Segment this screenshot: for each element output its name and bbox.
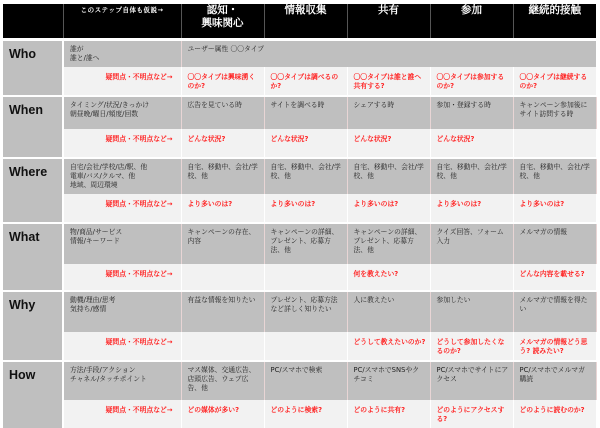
question-hint: 疑問点・不明点など→ (63, 194, 181, 222)
question-cell (264, 332, 347, 360)
question-cell: より多いのは? (430, 194, 513, 222)
row-when-content (3, 97, 596, 129)
question-cell: より多いのは? (347, 194, 430, 222)
row-desc (63, 97, 181, 129)
row-what-questions (3, 264, 596, 290)
question-hint: 疑問点・不明点など→ (63, 332, 181, 360)
header-row (3, 4, 596, 38)
content-cell: 自宅、移動中、会社/学校、他 (181, 159, 264, 194)
content-cell: 人に教えたい (347, 292, 430, 332)
question-cell (264, 264, 347, 290)
question-cell (430, 264, 513, 290)
content-cell: PC/スマホでサイトにアクセス (430, 362, 513, 400)
row-when-questions (3, 129, 596, 157)
content-cell: 自宅、移動中、会社/学校、他 (264, 159, 347, 194)
content-cell: シェアする時 (347, 97, 430, 129)
question-cell: どうして参加したくなるのか? (430, 332, 513, 360)
desc-line: チャネル/タッチポイント (70, 375, 147, 383)
question-cell: どうして教えたいのか? (347, 332, 430, 360)
row-label-what: What (3, 224, 63, 290)
header-step-participate: 参加 (430, 4, 513, 38)
question-cell: どんな内容を載せる? (513, 264, 596, 290)
content-cell: メルマガで情報を得たい (513, 292, 596, 332)
content-cell: サイトを調べる時 (264, 97, 347, 129)
question-cell: どんな状況? (347, 129, 430, 157)
question-cell: 〇〇タイプは興味湧くのか? (181, 67, 264, 95)
question-cell (181, 264, 264, 290)
row-who-content (3, 41, 596, 67)
desc-line: 動機/理由/思考 (70, 296, 116, 304)
desc-line: 方法/手段/アクション (70, 366, 136, 374)
question-cell: より多いのは? (264, 194, 347, 222)
question-cell: どのように検索? (264, 400, 347, 428)
merged-content-cell: ユーザー属性 〇〇タイプ (181, 41, 596, 67)
desc-line: 誰が (70, 45, 84, 53)
header-step-awareness (181, 4, 264, 38)
row-what-content (3, 224, 596, 264)
question-hint: 疑問点・不明点など→ (63, 400, 181, 428)
row-desc (63, 362, 181, 400)
content-cell: キャンペーンの存在、内容 (181, 224, 264, 264)
content-cell: PC/スマホで検索 (264, 362, 347, 400)
step-label-line2: 興味関心 (201, 17, 244, 29)
content-cell: キャンペーンの詳細、プレゼント、応募方法、他 (347, 224, 430, 264)
desc-line: 地域、周辺環境 (70, 181, 118, 189)
question-hint: 疑問点・不明点など→ (63, 67, 181, 95)
question-cell: どんな状況? (430, 129, 513, 157)
header-step-share: 共有 (347, 4, 430, 38)
row-where-questions (3, 194, 596, 222)
row-label-how: How (3, 362, 63, 428)
question-cell: 〇〇タイプは参加するのか? (430, 67, 513, 95)
row-desc (63, 224, 181, 264)
content-cell: 自宅、移動中、会社/学校、他 (347, 159, 430, 194)
content-cell: 参加・登録する時 (430, 97, 513, 129)
question-cell: どの媒体が多い? (181, 400, 264, 428)
question-cell: どのように読むのか? (513, 400, 596, 428)
row-label-who: Who (3, 41, 63, 95)
content-cell: マス媒体、交通広告、店頭広告、ウェブ広告、他 (181, 362, 264, 400)
content-cell: クイズ回答、フォーム入力 (430, 224, 513, 264)
desc-line: 朝昼晩/曜日/頻度/回数 (70, 110, 139, 118)
question-cell: どんな状況? (264, 129, 347, 157)
row-desc (63, 41, 181, 67)
content-cell: 広告を見ている時 (181, 97, 264, 129)
question-cell: 〇〇タイプは調べるのか? (264, 67, 347, 95)
content-cell: キャンペーン参加後にサイト訪問する時 (513, 97, 596, 129)
question-hint: 疑問点・不明点など→ (63, 129, 181, 157)
step-label-line1: 認知・ (206, 4, 239, 16)
question-cell: 何を教えたい? (347, 264, 430, 290)
row-where-content (3, 159, 596, 194)
header-corner (3, 4, 63, 38)
question-cell (513, 129, 596, 157)
desc-line: 物/商品/サービス (70, 228, 123, 236)
content-cell: 自宅、移動中、会社/学校、他 (430, 159, 513, 194)
row-label-where: Where (3, 159, 63, 222)
desc-line: 自宅/会社/学校/店/駅、他 (70, 163, 148, 171)
question-cell: 〇〇タイプは誰と誰へ共有する? (347, 67, 430, 95)
row-why-questions (3, 332, 596, 360)
header-hint: このステップ自体も仮説→ (63, 4, 181, 38)
content-cell: メルマガの情報 (513, 224, 596, 264)
content-cell: 自宅、移動中、会社/学校、他 (513, 159, 596, 194)
row-label-when: When (3, 97, 63, 157)
content-cell: キャンペーンの詳細、プレゼント、応募方法、他 (264, 224, 347, 264)
question-cell: より多いのは? (513, 194, 596, 222)
question-cell: どのようにアクセスする? (430, 400, 513, 428)
row-who-questions (3, 67, 596, 95)
row-desc (63, 159, 181, 194)
desc-line: 気持ち/感情 (70, 305, 107, 313)
header-step-info-gathering: 情報収集 (264, 4, 347, 38)
row-why-content (3, 292, 596, 332)
row-label-why: Why (3, 292, 63, 360)
customer-journey-5w1h-table (3, 4, 597, 428)
desc-line: 情報/キーワード (70, 237, 120, 245)
question-cell: 〇〇タイプは継続するのか? (513, 67, 596, 95)
header-step-continuous-contact: 継続的接触 (513, 4, 596, 38)
content-cell: PC/スマホでSNSやクチコミ (347, 362, 430, 400)
desc-line: 電車/バス/クルマ、他 (70, 172, 136, 180)
desc-line: タイミング/状況/きっかけ (70, 101, 150, 109)
question-cell: メルマガの情報どう思う? 読みたい? (513, 332, 596, 360)
desc-line: 誰と/誰へ (70, 54, 100, 62)
content-cell: 参加したい (430, 292, 513, 332)
question-cell: どんな状況? (181, 129, 264, 157)
content-cell: プレゼント、応募方法など詳しく知りたい (264, 292, 347, 332)
row-how-content (3, 362, 596, 400)
question-cell: どのように共有? (347, 400, 430, 428)
question-cell: より多いのは? (181, 194, 264, 222)
question-hint: 疑問点・不明点など→ (63, 264, 181, 290)
question-cell (181, 332, 264, 360)
content-cell: PC/スマホでメルマガ購読 (513, 362, 596, 400)
row-how-questions (3, 400, 596, 428)
content-cell: 有益な情報を知りたい (181, 292, 264, 332)
row-desc (63, 292, 181, 332)
